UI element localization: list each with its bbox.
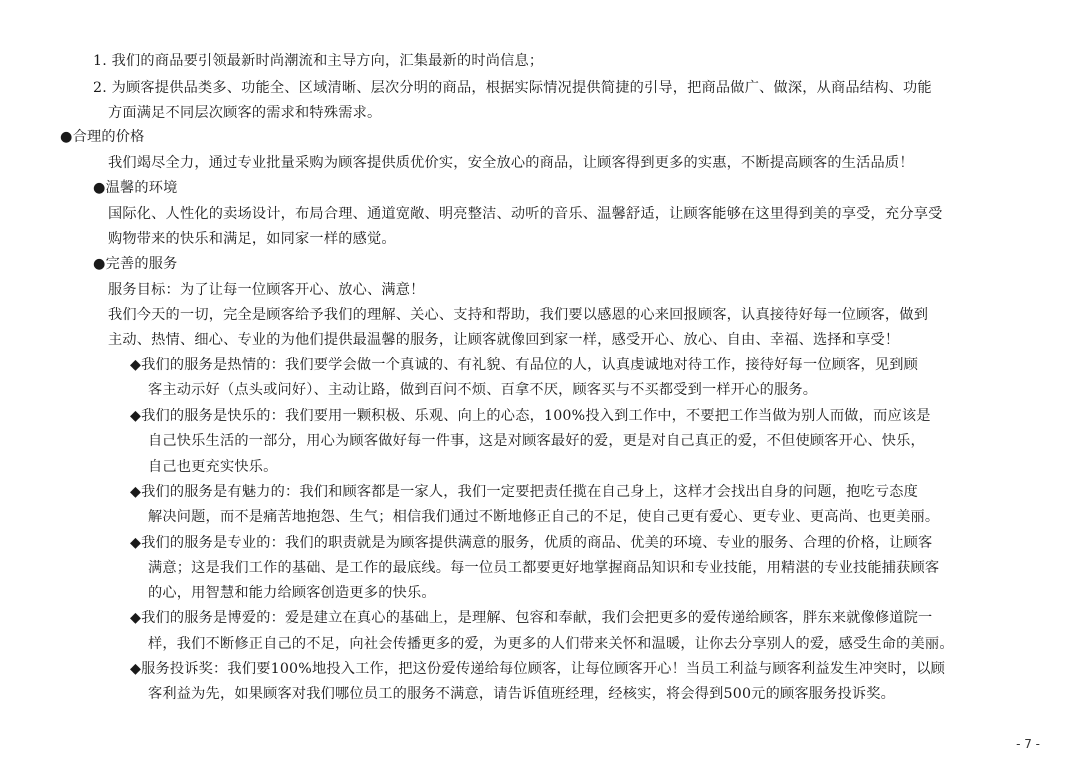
bullet-loving-line-1: ◆我们的服务是博爱的：爱是建立在真心的基础上，是理解、包容和奉献，我们会把更多的爱传递给顾客，胖东来就像修道院一: [130, 610, 933, 626]
bullet-loving-line-2: 样，我们不断修正自己的不足，向社会传播更多的爱，为更多的人们带来关怀和温暖，让你去分享别人的爱，感受生命的美丽。: [148, 636, 954, 652]
price-paragraph: 我们竭尽全力，通过专业批量采购为顾客提供质优价实，安全放心的商品，让顾客得到更多的实惠，不断提高顾客的生活品质！: [108, 155, 914, 171]
section-heading-service: ●完善的服务: [93, 256, 178, 272]
section-heading-environment: ●温馨的环境: [93, 180, 178, 196]
bullet-professional-line-2: 满意；这是我们工作的基础、是工作的最底线。每一位员工都要更好地掌握商品知识和专业技能，用精湛的专业技能捕获顾客: [148, 560, 940, 576]
environment-paragraph-line-1: 国际化、人性化的卖场设计，布局合理、通道宽敞、明亮整洁、动听的音乐、温馨舒适，让顾客能够在这里得到美的享受，充分享受: [108, 206, 943, 222]
bullet-complaint-award-line-1: ◆服务投诉奖：我们要100%地投入工作，把这份爱传递给每位顾客，让每位顾客开心！当员工利益与顾客利益发生冲突时，以顾: [130, 661, 946, 677]
environment-paragraph-line-2: 购物带来的快乐和满足，如同家一样的感觉。: [108, 231, 396, 247]
bullet-complaint-award-line-2: 客利益为先，如果顾客对我们哪位员工的服务不满意，请告诉值班经理，经核实，将会得到500元的顾客服务投诉奖。: [148, 686, 896, 702]
section-heading-price: ●合理的价格: [60, 129, 145, 145]
bullet-professional-line-1: ◆我们的服务是专业的：我们的职责就是为顾客提供满意的服务，优质的商品、优美的环境、专业的服务、合理的价格，让顾客: [130, 535, 933, 551]
service-intro-line-2: 主动、热情、细心、专业的为他们提供最温馨的服务，让顾客就像回到家一样，感受开心、放心、自由、幸福、选择和享受！: [108, 332, 900, 348]
list-item-1: 1. 我们的商品要引领最新时尚潮流和主导方向，汇集最新的时尚信息；: [93, 53, 544, 69]
service-goal: 服务目标：为了让每一位顾客开心、放心、满意！: [108, 282, 425, 298]
bullet-happy-line-2: 自己快乐生活的一部分，用心为顾客做好每一件事，这是对顾客最好的爱，更是对自己真正的爱，不但使顾客开心、快乐，: [148, 433, 925, 449]
list-item-2-line-2: 方面满足不同层次顾客的需求和特殊需求。: [108, 105, 382, 121]
bullet-professional-line-3: 的心，用智慧和能力给顾客创造更多的快乐。: [148, 585, 436, 601]
bullet-enthusiastic-line-2: 客主动示好（点头或问好）、主动让路，做到百问不烦、百拿不厌，顾客买与不买都受到一样开心的服务。: [148, 382, 818, 398]
bullet-charming-line-1: ◆我们的服务是有魅力的：我们和顾客都是一家人，我们一定要把责任揽在自己身上，这样才会找出自身的问题，抱吃亏态度: [130, 484, 919, 500]
bullet-happy-line-1: ◆我们的服务是快乐的：我们要用一颗积极、乐观、向上的心态，100%投入到工作中，不要把工作当做为别人而做，而应该是: [130, 408, 931, 424]
bullet-happy-line-3: 自己也更充实快乐。: [148, 459, 278, 475]
bullet-charming-line-2: 解决问题，而不是痛苦地抱怨、生气；相信我们通过不断地修正自己的不足，使自己更有爱心、更专业、更高尚、也更美丽。: [148, 509, 940, 525]
list-item-2-line-1: 2. 为顾客提供品类多、功能全、区域清晰、层次分明的商品，根据实际情况提供简捷的引导，把商品做广、做深，从商品结构、功能: [93, 80, 932, 96]
page-number: - 7 -: [1016, 737, 1040, 751]
service-intro-line-1: 我们今天的一切，完全是顾客给予我们的理解、关心、支持和帮助，我们要以感恩的心来回报顾客，认真接待好每一位顾客，做到: [108, 307, 929, 323]
bullet-enthusiastic-line-1: ◆我们的服务是热情的：我们要学会做一个真诚的、有礼貌、有品位的人，认真虔诚地对待工作，接待好每一位顾客，见到顾: [130, 357, 919, 373]
